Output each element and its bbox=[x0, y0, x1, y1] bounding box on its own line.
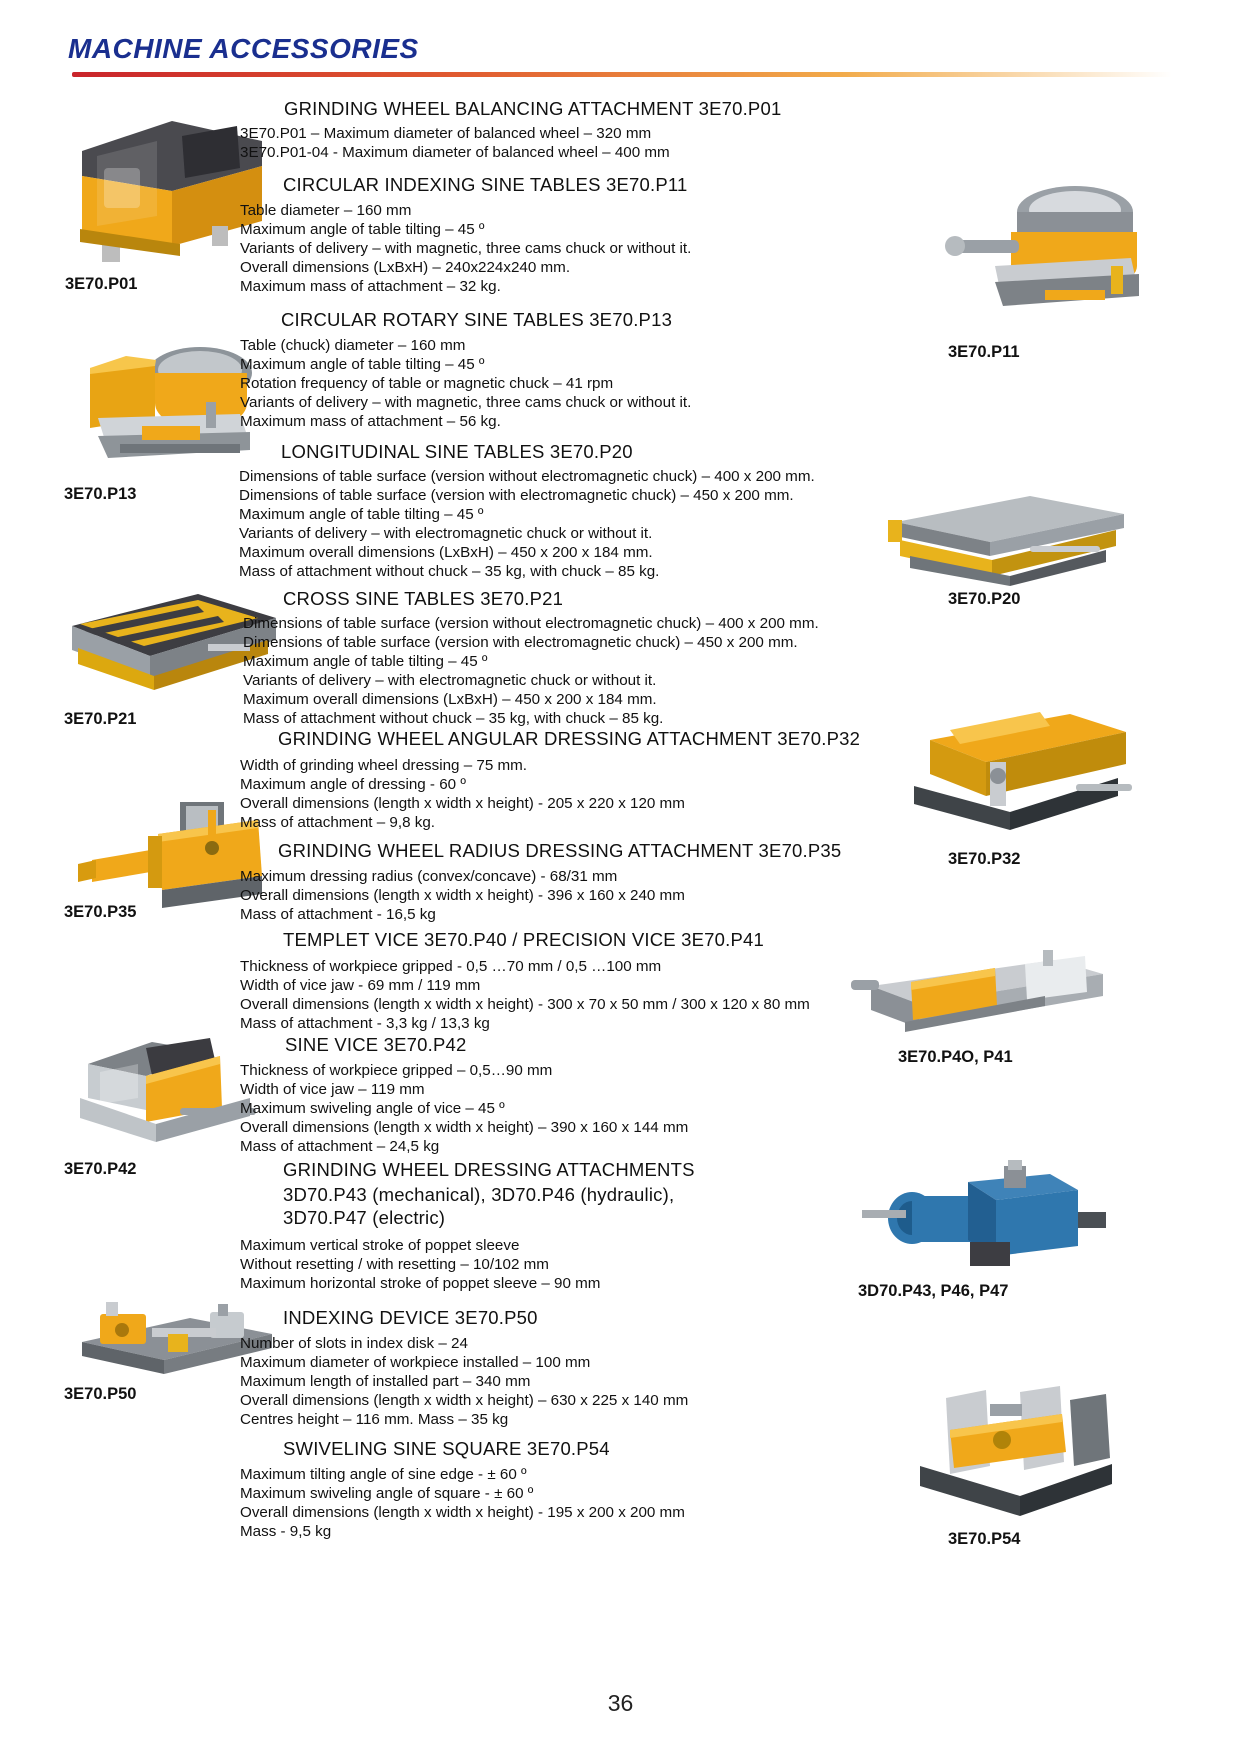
section-spec-p20-1: Dimensions of table surface (version with electromagnetic chuck) – 450 x 200 mm. bbox=[239, 487, 794, 504]
section-spec-p13-4: Maximum mass of attachment – 56 kg. bbox=[240, 413, 501, 430]
section-spec-p11-1: Maximum angle of table tilting – 45 º bbox=[240, 221, 485, 238]
section-spec-p40-0: Thickness of workpiece gripped - 0,5 …70 mm / 0,5 …100 mm bbox=[240, 958, 662, 975]
section-spec-p42-2: Maximum swiveling angle of vice – 45 º bbox=[240, 1100, 505, 1117]
section-spec-p42-3: Overall dimensions (length x width x height) – 390 x 160 x 144 mm bbox=[240, 1119, 689, 1136]
section-spec-p42-4: Mass of attachment – 24,5 kg bbox=[240, 1138, 440, 1155]
section-spec-p42-0: Thickness of workpiece gripped – 0,5…90 mm bbox=[240, 1062, 553, 1079]
section-spec-p54-0: Maximum tilting angle of sine edge - ± 60 º bbox=[240, 1466, 527, 1483]
section-title-p13: CIRCULAR ROTARY SINE TABLES 3E70.P13 bbox=[281, 309, 673, 330]
caption-3e70-p42: 3E70.P42 bbox=[64, 1160, 137, 1178]
page-title: MACHINE ACCESSORIES bbox=[68, 33, 419, 64]
section-spec-p21-4: Maximum overall dimensions (LxBxH) – 450 x 200 x 184 mm. bbox=[243, 691, 657, 708]
caption-3e70-p32: 3E70.P32 bbox=[948, 850, 1021, 868]
caption-3e70-p35: 3E70.P35 bbox=[64, 903, 137, 921]
section-spec-p42-1: Width of vice jaw – 119 mm bbox=[240, 1081, 425, 1098]
section-spec-p40-3: Mass of attachment - 3,3 kg / 13,3 kg bbox=[240, 1015, 490, 1032]
section-title-p01: GRINDING WHEEL BALANCING ATTACHMENT 3E70.P01 bbox=[284, 98, 782, 119]
section-title-p50: INDEXING DEVICE 3E70.P50 bbox=[283, 1307, 538, 1328]
caption-3e70-p54: 3E70.P54 bbox=[948, 1530, 1021, 1548]
section-spec-p32-0: Width of grinding wheel dressing – 75 mm. bbox=[240, 757, 528, 774]
section-spec-p11-3: Overall dimensions (LxBxH) – 240x224x240 mm. bbox=[240, 259, 571, 276]
section-spec-p11-4: Maximum mass of attachment – 32 kg. bbox=[240, 278, 501, 295]
section-spec-p50-2: Maximum length of installed part – 340 mm bbox=[240, 1373, 531, 1390]
caption-3e70-p01: 3E70.P01 bbox=[65, 275, 138, 293]
section-spec-p20-5: Mass of attachment without chuck – 35 kg, with chuck – 85 kg. bbox=[239, 563, 660, 580]
section-spec-p54-1: Maximum swiveling angle of square - ± 60 º bbox=[240, 1485, 534, 1502]
caption-3e70-p13: 3E70.P13 bbox=[64, 485, 137, 503]
section-spec-p21-2: Maximum angle of table tilting – 45 º bbox=[243, 653, 488, 670]
section-title-dressing-attachments-line3: 3D70.P47 (electric) bbox=[283, 1207, 446, 1228]
section-spec-p54-2: Overall dimensions (length x width x height) - 195 x 200 x 200 mm bbox=[240, 1504, 685, 1521]
caption-3e70-p40-p41: 3E70.P4O, P41 bbox=[898, 1048, 1013, 1066]
section-spec-p11-0: Table diameter – 160 mm bbox=[240, 202, 412, 219]
section-spec-p21-5: Mass of attachment without chuck – 35 kg, with chuck – 85 kg. bbox=[243, 710, 664, 727]
section-spec-p20-4: Maximum overall dimensions (LxBxH) – 450 x 200 x 184 mm. bbox=[239, 544, 653, 561]
section-spec-p20-2: Maximum angle of table tilting – 45 º bbox=[239, 506, 484, 523]
section-spec-p32-2: Overall dimensions (length x width x height) - 205 x 220 x 120 mm bbox=[240, 795, 685, 812]
product-photo-3e70-p40-p41 bbox=[845, 940, 1115, 1050]
section-title-p54: SWIVELING SINE SQUARE 3E70.P54 bbox=[283, 1438, 610, 1459]
section-spec-p50-0: Number of slots in index disk – 24 bbox=[240, 1335, 468, 1352]
section-spec-p13-1: Maximum angle of table tilting – 45 º bbox=[240, 356, 485, 373]
section-spec-p32-1: Maximum angle of dressing - 60 º bbox=[240, 776, 466, 793]
section-spec-dressing-1: Without resetting / with resetting – 10/102 mm bbox=[240, 1256, 549, 1273]
product-photo-3e70-p32 bbox=[890, 700, 1145, 840]
section-spec-p32-3: Mass of attachment – 9,8 kg. bbox=[240, 814, 436, 831]
section-title-p21: CROSS SINE TABLES 3E70.P21 bbox=[283, 588, 564, 609]
section-spec-p20-0: Dimensions of table surface (version without electromagnetic chuck) – 400 x 200 mm. bbox=[239, 468, 815, 485]
section-spec-dressing-2: Maximum horizontal stroke of poppet sleeve – 90 mm bbox=[240, 1275, 601, 1292]
caption-3e70-p20: 3E70.P20 bbox=[948, 590, 1021, 608]
section-spec-p21-0: Dimensions of table surface (version without electromagnetic chuck) – 400 x 200 mm. bbox=[243, 615, 819, 632]
product-photo-3d70-p43-p46-p47 bbox=[850, 1160, 1115, 1280]
caption-3e70-p11: 3E70.P11 bbox=[948, 343, 1020, 361]
section-spec-p01-1: 3E70.P01-04 - Maximum diameter of balanced wheel – 400 mm bbox=[240, 144, 670, 161]
caption-3e70-p50: 3E70.P50 bbox=[64, 1385, 137, 1403]
section-spec-p13-3: Variants of delivery – with magnetic, three cams chuck or without it. bbox=[240, 394, 692, 411]
section-spec-p35-1: Overall dimensions (length x width x height) - 396 x 160 x 240 mm bbox=[240, 887, 685, 904]
section-spec-p20-3: Variants of delivery – with electromagnetic chuck or without it. bbox=[239, 525, 653, 542]
product-photo-3e70-p20 bbox=[880, 480, 1140, 600]
page-number: 36 bbox=[607, 1690, 634, 1716]
section-title-p32: GRINDING WHEEL ANGULAR DRESSING ATTACHMENT 3E70.P32 bbox=[278, 728, 861, 749]
section-spec-p40-2: Overall dimensions (length x width x height) - 300 x 70 x 50 mm / 300 x 120 x 80 mm bbox=[240, 996, 810, 1013]
header-divider bbox=[72, 72, 1172, 77]
section-spec-p35-0: Maximum dressing radius (convex/concave) - 68/31 mm bbox=[240, 868, 618, 885]
section-title-p20: LONGITUDINAL SINE TABLES 3E70.P20 bbox=[281, 441, 633, 462]
section-spec-p50-3: Overall dimensions (length x width x height) – 630 x 225 x 140 mm bbox=[240, 1392, 689, 1409]
caption-3d70-p43-p46-p47: 3D70.P43, P46, P47 bbox=[858, 1282, 1009, 1300]
section-spec-p35-2: Mass of attachment - 16,5 kg bbox=[240, 906, 436, 923]
section-spec-p40-1: Width of vice jaw - 69 mm / 119 mm bbox=[240, 977, 481, 994]
section-title-p35: GRINDING WHEEL RADIUS DRESSING ATTACHMENT 3E70.P35 bbox=[278, 840, 842, 861]
section-spec-p13-2: Rotation frequency of table or magnetic chuck – 41 rpm bbox=[240, 375, 614, 392]
product-photo-3e70-p54 bbox=[890, 1370, 1140, 1530]
section-title-p11: CIRCULAR INDEXING SINE TABLES 3E70.P11 bbox=[283, 174, 688, 195]
section-spec-p50-1: Maximum diameter of workpiece installed – 100 mm bbox=[240, 1354, 591, 1371]
caption-3e70-p21: 3E70.P21 bbox=[64, 710, 137, 728]
section-spec-p13-0: Table (chuck) diameter – 160 mm bbox=[240, 337, 466, 354]
section-spec-p21-1: Dimensions of table surface (version with electromagnetic chuck) – 450 x 200 mm. bbox=[243, 634, 798, 651]
section-title-dressing-attachments-line2: 3D70.P43 (mechanical), 3D70.P46 (hydraulic), bbox=[283, 1184, 675, 1205]
section-spec-p50-4: Centres height – 116 mm. Mass – 35 kg bbox=[240, 1411, 509, 1428]
section-spec-p54-3: Mass - 9,5 kg bbox=[240, 1523, 332, 1540]
section-spec-p11-2: Variants of delivery – with magnetic, three cams chuck or without it. bbox=[240, 240, 692, 257]
section-title-p42: SINE VICE 3E70.P42 bbox=[285, 1034, 467, 1055]
section-spec-p21-3: Variants of delivery – with electromagnetic chuck or without it. bbox=[243, 672, 657, 689]
section-spec-dressing-0: Maximum vertical stroke of poppet sleeve bbox=[240, 1237, 520, 1254]
section-title-p40-p41: TEMPLET VICE 3E70.P40 / PRECISION VICE 3E70.P41 bbox=[283, 929, 765, 950]
product-photo-3e70-p11 bbox=[925, 170, 1160, 345]
section-title-dressing-attachments: GRINDING WHEEL DRESSING ATTACHMENTS bbox=[283, 1159, 695, 1180]
section-spec-p01-0: 3E70.P01 – Maximum diameter of balanced wheel – 320 mm bbox=[240, 125, 652, 142]
